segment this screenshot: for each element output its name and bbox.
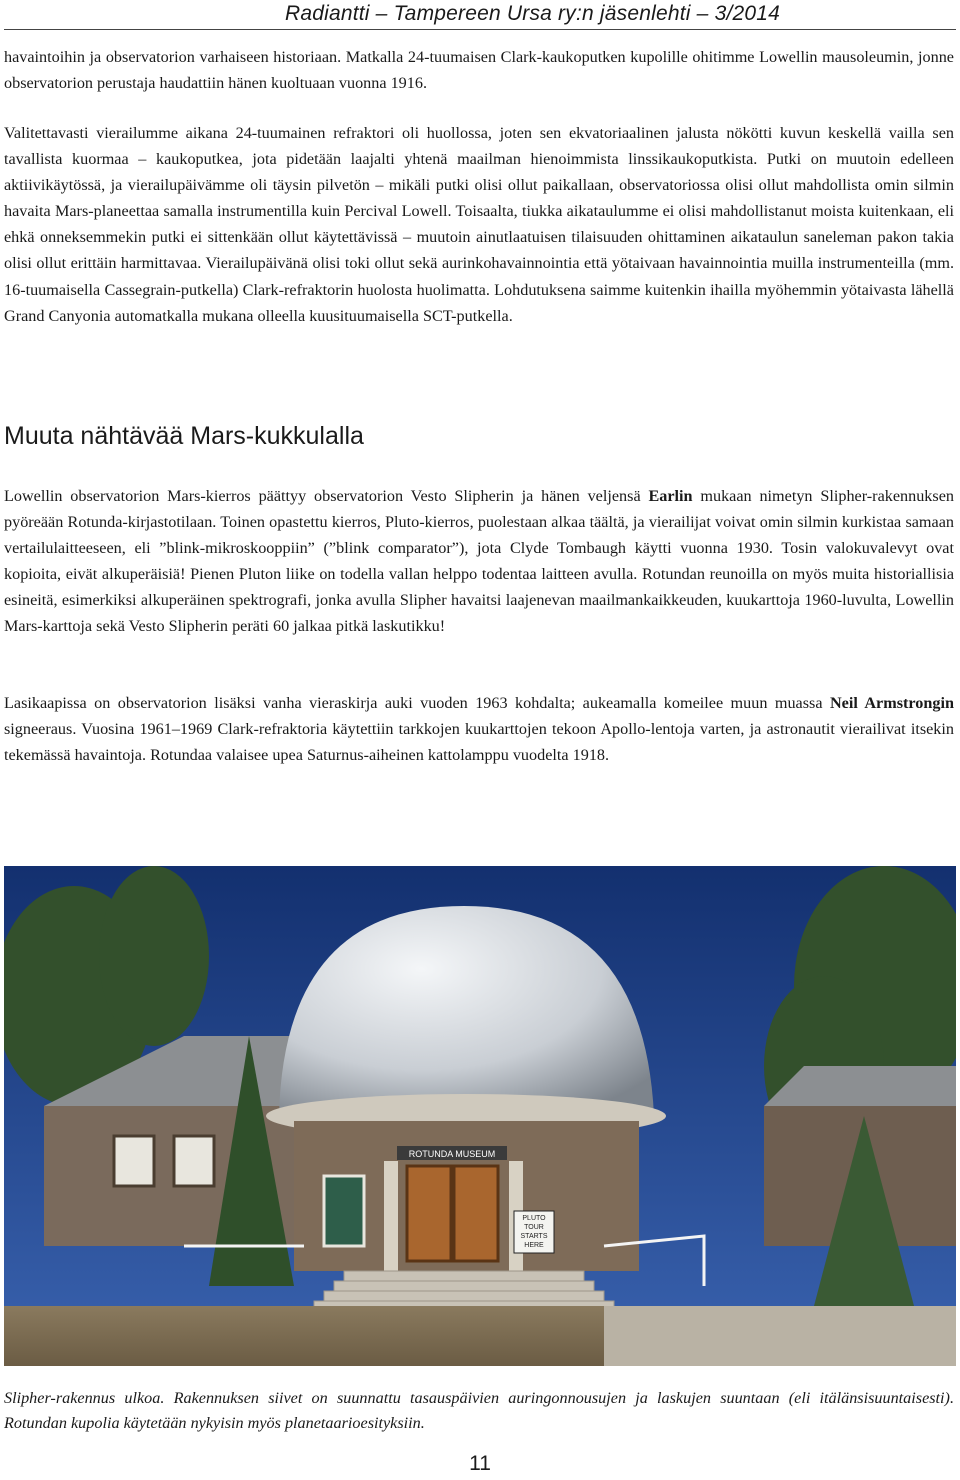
front-door-left bbox=[407, 1166, 451, 1261]
pluto-sign-line-3: STARTS bbox=[520, 1233, 548, 1240]
guestbook-paragraph bbox=[4, 690, 954, 768]
museum-sign: ROTUNDA MUSEUM bbox=[408, 1149, 496, 1159]
rotunda-text-end: mukaan nimetyn Slipher-rakennuksen pyöreään Rotunda-kirjastotilaan. Toinen opastettu kierros, Pluto-kierros, puolestaan alkaa täältä, ja vierailijat voivat omin silmin kurkistaa samaan vertailulaitteeseen, eli ”blink-mikroskooppiin” (”blink comparator”), jota Clyde Tombaugh käytti vuonna 1930. Tosin valokuvalevyt ovat kopioita, eivät alkuperäisiä! Pienen Pluton liike on todella vallan helppo todentaa laitteen avulla. Rotundan reunoilla on myös muita historiallisia esineitä, esimerkiksi alkuperäinen spektrografi, jonka avulla Slipher havaitsi laajenevan maailmankaikkeuden, kuukarttoja 1960-luvulta, Lowellin Mars-karttoja sekä Vesto Slipherin peräti 60 jalkaa pitkä laskutikku! bbox=[4, 487, 954, 636]
intro-paragraph: havaintoihin ja observatorion varhaiseen historiaan. Matkalla 24-tuumaisen Clark-kaukoputken kupolille ohitimme Lowellin mausoleumin, jonne observatorion perustaja haudattiin hänen kuoltuaan vuonna 1916. bbox=[4, 48, 954, 93]
guestbook-text-start: Lasikaapissa on observatorion lisäksi vanha vieraskirja auki vuoden 1963 kohdalta; aukeamalla komeilee muun muassa bbox=[4, 694, 830, 712]
page-header bbox=[0, 0, 960, 30]
visit-paragraph: Valitettavasti vierailumme aikana 24-tuumainen refraktori oli huollossa, joten sen ekvatoriaalinen jalusta nökötti kuvun keskellä vailla sen tavallista kuormaa – kaukoputkea, jota pidetään laajalti yhtenä maailman hienoimmista linssikaukoputkista. Putki on muutoin edelleen aktiivikäytössä, ja vierailupäivämme oli täysin pilvetön – mikäli putki olisi ollut paikallaan, observatoriossa olisi ollut mahdollista omin silmin havaita Mars-planeettaa samalla instrumentilla kuin Percival Lowell. Toisaalta, tiukka aikataulumme ei olisi mahdollistanut moista kuitenkaan, eli ehkä onneksemmekin putki ei sittenkään ollut käytettävissä – muutoin ainutlaatuisen tilaisuuden ohittaminen aikataulun saneleman pakon takia olisi ollut erittäin harmittavaa. Vierailupäivänä olisi toki ollut sekä aurinkohavainnointia että yötaivaan havainnointia muilla instrumenteilla (mm. 16-tuumaisella Cassegrain-putkella) Clark-refraktorin huolosta huolimatta. Lohdutuksena saimme kuitenkin ihailla myöhemmin yötaivasta lähellä Grand Canyonia automatkalla mukana olleella kuusituumaisella SCT-putkella. bbox=[4, 124, 954, 325]
rotunda-text-start: Lowellin observatorion Mars-kierros päättyy observatorion Vesto Slipherin ja hänen veljensä bbox=[4, 487, 649, 505]
pluto-sign-line-1: PLUTO bbox=[522, 1215, 546, 1222]
photo-caption: Slipher-rakennus ulkoa. Rakennuksen siivet on suunnattu tasauspäivien auringonnousujen ja laskujen suuntaan (eli itälänsisuuntaisesti). Rotundan kupolia käytetään nykyisin myös planetaarioesityksiin. bbox=[4, 1389, 954, 1432]
header-divider bbox=[4, 29, 956, 30]
front-door-right bbox=[454, 1166, 498, 1261]
rotunda-paragraph bbox=[4, 483, 954, 640]
journal-title: Radiantti – Tampereen Ursa ry:n jäsenlehti – 3/2014 bbox=[284, 2, 780, 25]
pluto-sign-line-4: HERE bbox=[524, 1242, 544, 1249]
side-window bbox=[324, 1176, 364, 1246]
slipher-building-photo bbox=[4, 866, 956, 1366]
guestbook-text-end: signeeraus. Vuosina 1961–1969 Clark-refraktoria käytettiin tarkkojen kuukarttojen tekoon Apollo-lentoja varten, ja astronautit vierailivat itsekin tekemässä havaintoja. Rotundaa valaisee upea Saturnus-aiheinen kattolamppu vuodelta 1918. bbox=[4, 720, 954, 765]
pluto-sign-line-2: TOUR bbox=[524, 1224, 544, 1231]
section-heading: Muuta nähtävää Mars-kukkulalla bbox=[4, 422, 364, 450]
earlin-bold: Earlin bbox=[648, 487, 693, 505]
column-left bbox=[384, 1161, 398, 1271]
walkway bbox=[604, 1306, 956, 1366]
armstrong-bold: Neil Armstrongin bbox=[829, 694, 954, 712]
page-number: 11 bbox=[469, 1452, 491, 1475]
front-steps bbox=[314, 1271, 614, 1311]
